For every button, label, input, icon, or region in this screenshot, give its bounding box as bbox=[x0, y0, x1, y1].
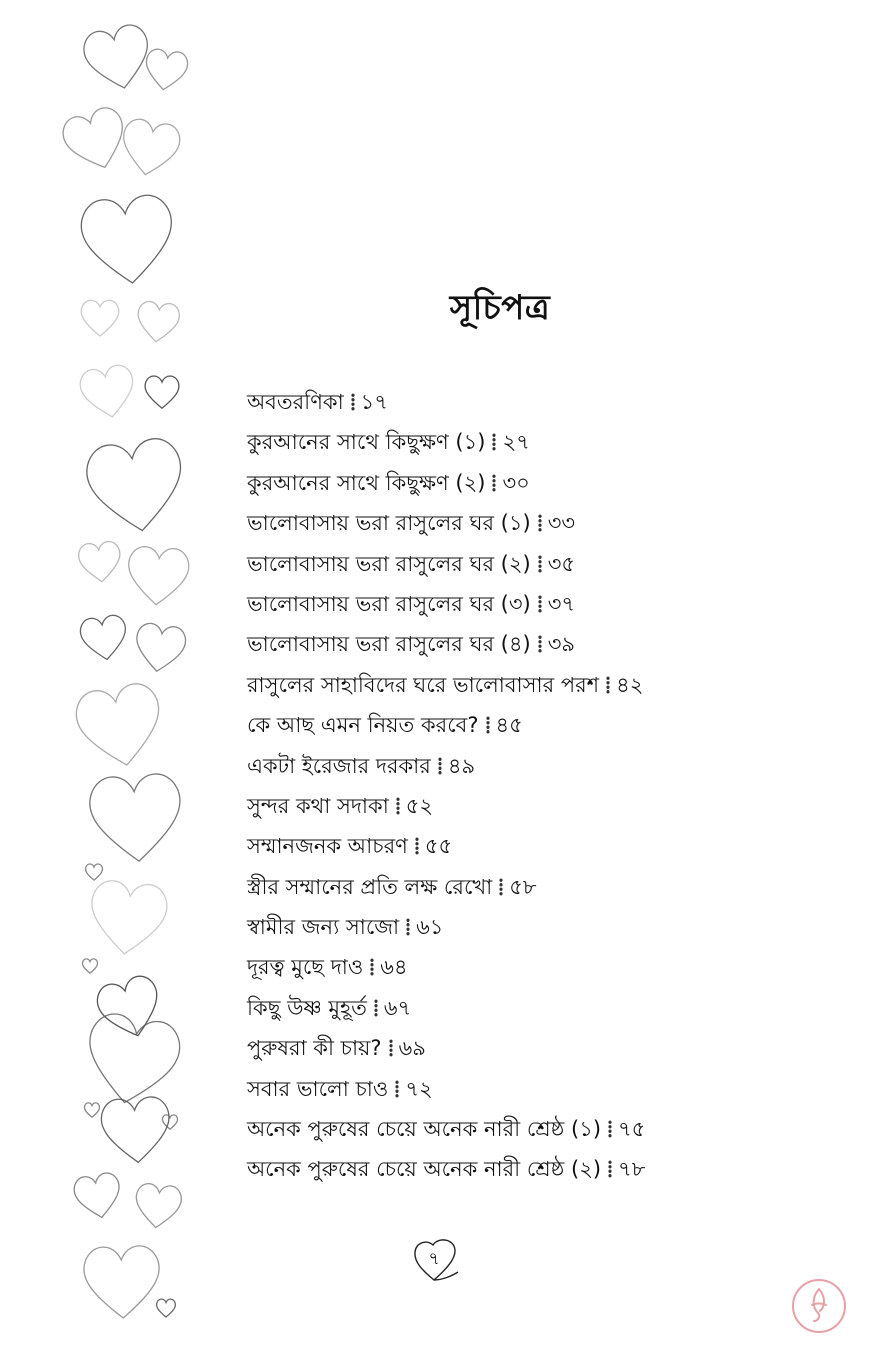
dotted-separator-icon bbox=[438, 757, 442, 775]
heart-outline-icon bbox=[100, 1096, 172, 1165]
heart-outline-icon bbox=[126, 546, 190, 607]
dotted-separator-icon bbox=[538, 514, 542, 532]
page-title: সূচিপত্র bbox=[449, 288, 551, 328]
heart-outline-icon bbox=[79, 614, 130, 663]
heart-outline-icon bbox=[87, 879, 169, 958]
toc-entry bbox=[247, 786, 645, 826]
toc-entry-title: দূরত্ব মুছে দাও bbox=[247, 955, 364, 980]
heart-outline-icon bbox=[133, 622, 188, 675]
dotted-separator-icon bbox=[374, 999, 378, 1017]
dotted-separator-icon bbox=[492, 474, 496, 492]
toc-entry-title: কুরআনের সাথে কিছুক্ষণ (১) bbox=[247, 430, 486, 455]
toc-entry-page: ৩৫ bbox=[547, 551, 576, 576]
toc-entry-title: সবার ভালো চাও bbox=[247, 1076, 389, 1101]
toc-entry-page: ৬৯ bbox=[398, 1036, 426, 1061]
heart-outline-icon bbox=[80, 22, 155, 95]
toc-entry-title: অনেক পুরুষের চেয়ে অনেক নারী শ্রেষ্ঠ (১) bbox=[247, 1117, 602, 1142]
dotted-separator-icon bbox=[389, 1039, 393, 1057]
dotted-separator-icon bbox=[608, 1120, 612, 1138]
dotted-separator-icon bbox=[370, 958, 374, 976]
toc-entry-page: ৫২ bbox=[405, 793, 434, 818]
dotted-separator-icon bbox=[608, 1160, 612, 1178]
toc-entry-page: ৭৫ bbox=[618, 1117, 646, 1142]
toc-entry bbox=[247, 503, 645, 543]
toc-entry-page: ৬১ bbox=[416, 915, 444, 940]
heart-outline-icon bbox=[83, 436, 189, 538]
heart-outline-icon bbox=[133, 1182, 182, 1229]
dotted-separator-icon bbox=[606, 676, 610, 694]
dotted-separator-icon bbox=[486, 716, 490, 734]
toc-entry-page: ১৭ bbox=[360, 390, 388, 414]
toc-entry-title: একটা ইরেজার দরকার bbox=[247, 753, 431, 778]
heart-outline-icon bbox=[143, 48, 189, 93]
toc-entry-title: পুরুষরা কী চায়? bbox=[247, 1036, 382, 1061]
heart-outline-icon bbox=[78, 363, 139, 421]
heart-outline-icon bbox=[80, 1010, 184, 1110]
dotted-separator-icon bbox=[396, 797, 400, 815]
heart-outline-icon bbox=[82, 959, 97, 973]
toc-entry bbox=[247, 746, 645, 786]
toc-entry-page: ৪৯ bbox=[447, 753, 476, 778]
heart-outline-icon bbox=[86, 864, 103, 880]
toc-entry bbox=[247, 624, 645, 664]
toc-entry bbox=[247, 1149, 645, 1189]
heart-outline-icon bbox=[157, 1299, 176, 1317]
heart-outline-icon bbox=[72, 1171, 124, 1221]
toc-entry-title: ভালোবাসায় ভরা রাসুলের ঘর (২) bbox=[247, 551, 531, 576]
heart-outline-icon bbox=[145, 376, 179, 408]
toc-entry-title: ভালোবাসায় ভরা রাসুলের ঘর (১) bbox=[247, 511, 531, 536]
heart-outline-icon bbox=[72, 680, 167, 772]
toc-entry bbox=[247, 988, 645, 1028]
toc-entry-title: কিছু উষ্ণ মুহূর্ত bbox=[247, 995, 367, 1020]
heart-border-decoration bbox=[0, 0, 230, 1358]
toc-entry-title: ভালোবাসায় ভরা রাসুলের ঘর (৩) bbox=[247, 591, 531, 616]
toc-entry-page: ৫৫ bbox=[424, 834, 453, 859]
dotted-separator-icon bbox=[538, 635, 542, 653]
toc-entry bbox=[247, 1109, 645, 1149]
toc-entry bbox=[247, 584, 645, 624]
dotted-separator-icon bbox=[415, 837, 419, 855]
toc-entry-page: ৩৩ bbox=[547, 511, 576, 536]
toc-entry-title: স্বামীর জন্য সাজো bbox=[247, 915, 400, 940]
toc-entry-title: কুরআনের সাথে কিছুক্ষণ (২) bbox=[247, 470, 486, 495]
toc-entry bbox=[247, 1069, 645, 1109]
toc-entry bbox=[247, 705, 645, 745]
publisher-logo-icon bbox=[790, 1277, 848, 1335]
dotted-separator-icon bbox=[499, 878, 503, 896]
toc-entry bbox=[247, 947, 645, 987]
toc-entry-page: ৩০ bbox=[502, 470, 530, 495]
heart-outline-icon bbox=[162, 1115, 177, 1129]
toc-entry bbox=[247, 907, 645, 947]
toc-entry-title: স্ত্রীর সম্মানের প্রতি লক্ষ রেখো bbox=[247, 874, 493, 899]
toc-entry-page: ৩৯ bbox=[547, 632, 575, 657]
toc-entry-title: কে আছ এমন নিয়ত করবে? bbox=[247, 713, 479, 738]
toc-entry-page: ৩৭ bbox=[547, 591, 576, 616]
heart-outline-icon bbox=[88, 772, 184, 864]
toc-entry bbox=[247, 382, 645, 422]
toc-entry-title: অনেক পুরুষের চেয়ে অনেক নারী শ্রেষ্ঠ (২) bbox=[247, 1157, 602, 1182]
toc-entry-title: অবতরণিকা bbox=[247, 390, 344, 414]
heart-outline-icon bbox=[83, 1245, 161, 1319]
heart-outline-icon bbox=[93, 972, 167, 1044]
toc-entry-page: ৭২ bbox=[405, 1076, 433, 1101]
heart-outline-icon bbox=[79, 193, 178, 288]
page-number-badge bbox=[412, 1236, 464, 1284]
toc-entry-page: ৬৪ bbox=[380, 955, 408, 980]
toc-entry-title: সুন্দর কথা সদাকা bbox=[247, 793, 389, 818]
table-of-contents bbox=[247, 382, 645, 1190]
toc-entry-page: ২৭ bbox=[502, 430, 530, 455]
dotted-separator-icon bbox=[492, 433, 496, 451]
dotted-separator-icon bbox=[406, 918, 410, 936]
dotted-separator-icon bbox=[538, 555, 542, 573]
toc-entry-page: ৪২ bbox=[616, 672, 644, 697]
toc-entry bbox=[247, 867, 645, 907]
toc-entry-title: সম্মানজনক আচরণ bbox=[247, 834, 408, 859]
dotted-separator-icon bbox=[351, 393, 355, 411]
toc-entry-title: রাসুলের সাহাবিদের ঘরে ভালোবাসার পরশ bbox=[247, 672, 600, 697]
toc-entry-page: ৬৭ bbox=[383, 995, 412, 1020]
page-number: ৭ bbox=[428, 1249, 440, 1269]
toc-entry bbox=[247, 463, 645, 503]
heart-outline-icon bbox=[59, 104, 134, 177]
toc-entry bbox=[247, 422, 645, 462]
toc-entry bbox=[247, 544, 645, 584]
toc-entry-page: ৪৫ bbox=[495, 713, 523, 738]
toc-entry-page: ৭৮ bbox=[618, 1157, 646, 1182]
heart-outline-icon bbox=[118, 117, 183, 180]
toc-entry bbox=[247, 665, 645, 705]
toc-entry bbox=[247, 826, 645, 866]
toc-entry-page: ৫৮ bbox=[509, 874, 537, 899]
toc-entry-title: ভালোবাসায় ভরা রাসুলের ঘর (৪) bbox=[247, 632, 531, 657]
dotted-separator-icon bbox=[395, 1080, 399, 1098]
dotted-separator-icon bbox=[538, 595, 542, 613]
heart-outline-icon bbox=[77, 540, 122, 583]
heart-outline-icon bbox=[84, 1103, 99, 1117]
toc-entry bbox=[247, 1028, 645, 1068]
